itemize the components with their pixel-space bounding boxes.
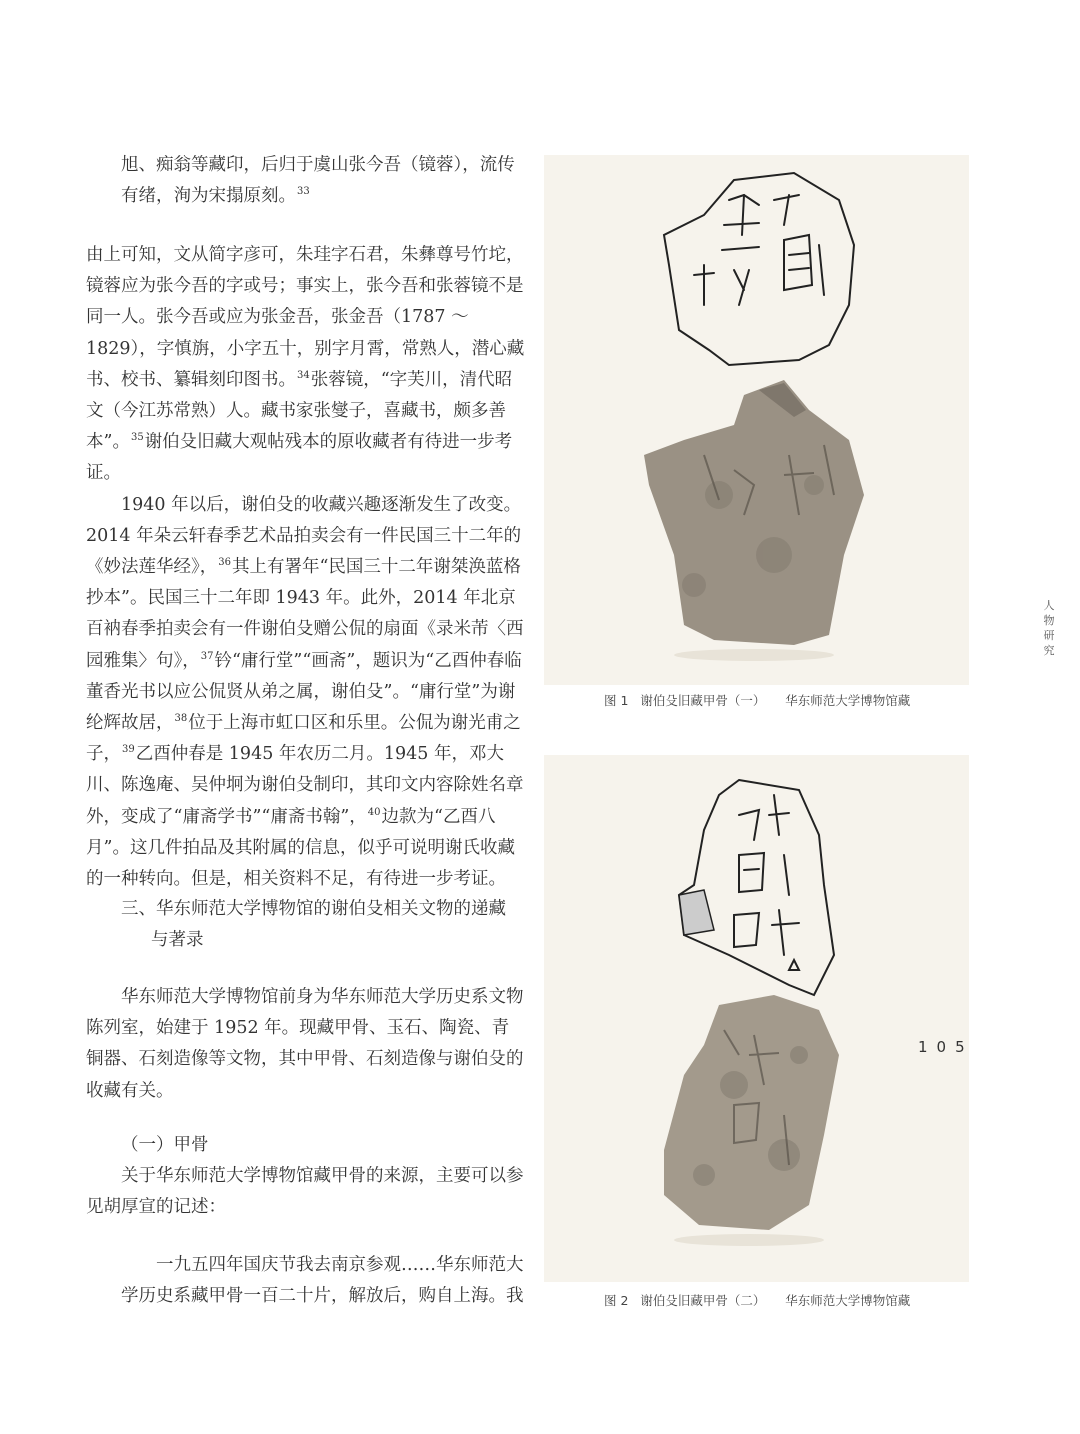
body-column <box>86 1130 526 1224</box>
section-heading-line1: 三、华东师范大学博物馆的谢伯殳相关文物的递藏 <box>121 899 506 919</box>
figure-2 <box>544 755 969 1282</box>
section-side-label: 人物研究 <box>1043 599 1055 657</box>
figure-1-caption: 图 1 谢伯殳旧藏甲骨（一） 华东师范大学博物馆藏 <box>604 693 911 708</box>
figure-2-caption: 图 2 谢伯殳旧藏甲骨（二） 华东师范大学博物馆藏 <box>604 1293 911 1308</box>
oracle-bone-2-drawing <box>544 755 969 1282</box>
paragraph: 关于华东师范大学博物馆藏甲骨的来源，主要可以参见胡厚宣的记述： <box>86 1166 524 1218</box>
page-number: 105 <box>918 1038 974 1056</box>
figure-1 <box>544 155 969 685</box>
quote-paragraph: 一九五四年国庆节我去南京参观……华东师范大学历史系藏甲骨一百二十片，解放后，购自上海。我 <box>121 1255 524 1307</box>
footnote-ref: 34 <box>297 369 310 381</box>
body-column <box>86 150 526 212</box>
subsection-heading: （一）甲骨 <box>121 1135 209 1155</box>
footnote-ref: 38 <box>174 713 188 725</box>
footnote-ref: 36 <box>218 557 231 569</box>
oracle-bone-1-drawing <box>544 155 969 685</box>
paragraph: 华东师范大学博物馆前身为华东师范大学历史系文物陈列室，始建于 1952 年。现藏甲骨、玉石、陶瓷、青铜器、石刻造像等文物，其中甲骨、石刻造像与谢伯殳的收藏有关。 <box>86 987 524 1101</box>
paragraph: 由上可知，文从简字彦可，朱珪字石君，朱彝尊号竹坨，镜蓉应为张今吾的字或号；事实上，张今吾和张蓉镜不是同一人。张今吾或应为张金吾，张金吾（1787 ～ 1829），字慎旃，小字五十，别字月霄，常熟人，潜心藏书、校书、纂辑刻印图书。$^{34}$张蓉镜，“字芙川，清代昭文（今江苏常熟）人。藏书家张燮子，喜藏书，颇多善本”。$^{35}$谢伯殳旧藏大观帖残本的原收藏者有待进一步考证。 <box>86 245 525 484</box>
quote-paragraph: 旭、痴翁等藏印，后归于虞山张今吾（镜蓉），流传有绪，洵为宋搨原刻。$^{33}$ <box>121 155 515 207</box>
footnote-ref: 39 <box>122 744 135 756</box>
body-column <box>86 240 526 895</box>
footnote-ref: 40 <box>367 806 381 818</box>
footnote-ref: 37 <box>200 650 214 662</box>
body-column <box>86 982 526 1107</box>
section-heading-line2: 与著录 <box>151 930 204 951</box>
body-column <box>86 1250 526 1312</box>
paragraph: 1940 年以后，谢伯殳的收藏兴趣逐渐发生了改变。2014 年朵云轩春季艺术品拍卖会有一件民国三十二年的《妙法莲华经》，$^{36}$其上有署年“民国三十二年谢桀涣蓝格抄本”。民国三十二年即 1943 年。此外，2014 年北京百衲春季拍卖会有一件谢伯殳赠公侃的扇面《录米芾〈西园雅集〉句》，$^{37}$钤“庸行堂”“画斋”，题识为“乙酉仲春临董香光书以应公侃贤从弟之属，谢伯殳”。“庸行堂”为谢纶辉故居，$^{38}$位于上海市虹口区和乐里。公侃为谢光甫之子，$^{39}$乙酉仲春是 1945 年农历二月。1945 年，邓大川、陈逸庵、吴仲坰为谢伯殳制印，其印文内容除姓名章外，变成了“庸斋学书”“庸斋书翰”，$^{40}$边款为“乙酉八月”。这几件拍品及其附属的信息，似乎可说明谢氏收藏的一种转向。但是，相关资料不足，有待进一步考证。 <box>86 494 524 890</box>
section-heading <box>86 894 561 956</box>
footnote-ref: 33 <box>297 186 310 198</box>
footnote-ref: 35 <box>130 432 144 444</box>
